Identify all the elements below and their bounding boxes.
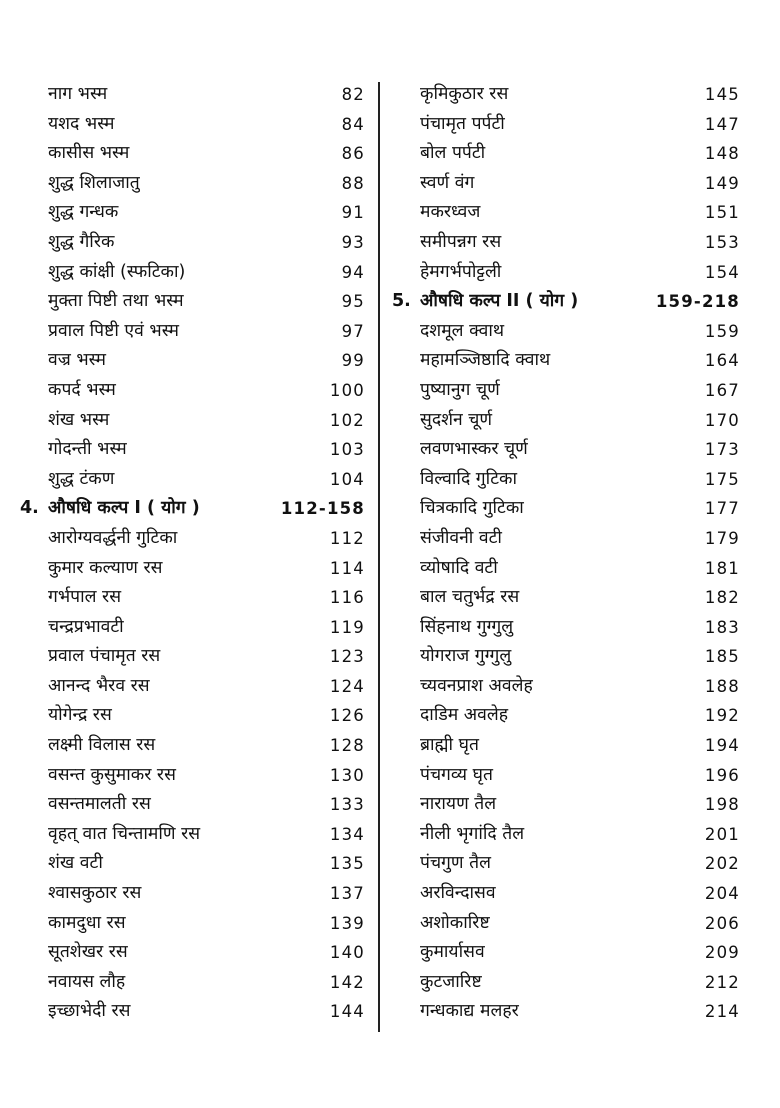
toc-entry [392,554,740,584]
toc-left-column [20,80,365,1027]
entry-page-number: 116 [329,588,365,608]
entry-title: कृमिकुठार रस [420,84,509,104]
entry-title: वसन्त कुसुमाकर रस [48,764,176,785]
toc-entry [20,909,365,939]
entry-page-number: 183 [704,617,740,637]
toc-entry [392,406,740,436]
entry-page-number: 95 [341,292,365,312]
entry-title: पंचगव्य घृत [420,764,493,785]
entry-title: शुद्ध गैरिक [48,231,115,252]
entry-page-number: 182 [704,588,740,608]
entry-page-number: 100 [329,380,365,400]
toc-entry [20,258,365,288]
toc-entry [392,790,740,820]
toc-entry [392,672,740,702]
entry-page-number: 126 [329,706,365,726]
entry-page-number: 114 [329,558,365,578]
entry-page-number: 204 [704,884,740,904]
toc-entry [392,169,740,199]
toc-entry [20,672,365,702]
toc-entry [20,139,365,169]
toc-entry [20,435,365,465]
toc-entry [392,701,740,731]
entry-page-number: 159 [704,321,740,341]
toc-entry [20,465,365,495]
toc-entry [392,110,740,140]
toc-entry [20,287,365,317]
entry-page-number: 135 [329,854,365,874]
entry-title: शुद्ध कांक्षी (स्फटिका) [48,261,186,282]
entry-page-number: 137 [329,884,365,904]
entry-page-number: 88 [341,173,365,193]
entry-page-number: 112 [329,528,365,548]
entry-page-number: 206 [704,913,740,933]
toc-entry [392,139,740,169]
toc-entry [20,406,365,436]
entry-page-number: 97 [341,321,365,341]
entry-title: हेमगर्भपोट्टली [420,261,502,282]
entry-title: समीपन्नग रस [420,231,502,252]
toc-entry [392,583,740,613]
entry-title: अशोकारिष्ट [420,912,490,933]
entry-title: आनन्द भैरव रस [48,675,150,696]
toc-entry [20,554,365,584]
entry-page-number: 170 [704,410,740,430]
entry-page-number: 104 [329,469,365,489]
toc-entry [392,494,740,524]
toc-entry [392,731,740,761]
toc-section-heading [392,287,740,317]
toc-entry [392,613,740,643]
toc-entry [392,346,740,376]
entry-title: कुमार कल्याण रस [48,557,163,578]
entry-title: दाडिम अवलेह [420,705,509,726]
toc-entry [20,642,365,672]
entry-title: चन्द्रप्रभावटी [48,616,124,637]
section-title: औषधि कल्प II ( योग ) [420,291,579,312]
entry-page-number: 164 [704,351,740,371]
toc-entry [20,879,365,909]
entry-title: गन्धकाद्य मलहर [420,1001,519,1022]
toc-right-column [392,80,740,1027]
section-page-range: 159-218 [655,292,740,312]
entry-title: वृहत् वात चिन्तामणि रस [48,823,201,844]
toc-section-heading [20,494,365,524]
entry-page-number: 142 [329,972,365,992]
entry-page-number: 133 [329,795,365,815]
entry-page-number: 214 [704,1002,740,1022]
entry-page-number: 119 [329,617,365,637]
entry-page-number: 185 [704,647,740,667]
toc-entry [20,198,365,228]
toc-entry [392,642,740,672]
entry-page-number: 82 [341,85,365,104]
toc-entry [20,80,365,110]
toc-entry [20,849,365,879]
entry-page-number: 93 [341,232,365,252]
entry-title: विल्वादि गुटिका [420,468,517,489]
entry-title: अरविन्दासव [420,883,496,904]
entry-title: आरोग्यवर्द्धनी गुटिका [48,527,178,548]
entry-title: नारायण तैल [420,794,497,815]
toc-entry [20,968,365,998]
entry-page-number: 177 [704,499,740,519]
entry-page-number: 179 [704,528,740,548]
entry-title: बाल चतुर्भद्र रस [420,587,520,608]
entry-title: वज्र भस्म [48,350,106,371]
entry-page-number: 194 [704,736,740,756]
toc-entry [392,938,740,968]
entry-page-number: 86 [341,144,365,164]
entry-title: दशमूल क्वाथ [420,320,505,341]
entry-page-number: 181 [704,558,740,578]
toc-entry [392,80,740,110]
toc-entry [392,849,740,879]
entry-page-number: 149 [704,173,740,193]
toc-entry [20,731,365,761]
column-divider [378,82,380,1032]
entry-page-number: 192 [704,706,740,726]
entry-page-number: 139 [329,913,365,933]
entry-title: कुमार्यासव [420,942,485,963]
entry-page-number: 103 [329,440,365,460]
entry-title: कामदुधा रस [48,912,126,933]
entry-title: व्योषादि वटी [420,557,498,578]
section-number: 4. [20,498,39,519]
entry-page-number: 167 [704,380,740,400]
toc-entry [392,198,740,228]
entry-page-number: 140 [329,943,365,963]
entry-title: लक्ष्मी विलास रस [48,735,156,756]
entry-page-number: 147 [704,114,740,134]
toc-entry [20,761,365,791]
toc-entry [20,820,365,850]
toc-entry [392,258,740,288]
toc-entry [392,317,740,347]
entry-title: शंख वटी [48,853,103,874]
entry-title: श्वासकुठार रस [48,883,142,904]
toc-entry [392,376,740,406]
entry-page-number: 201 [704,824,740,844]
entry-title: योगेन्द्र रस [48,705,112,726]
entry-page-number: 153 [704,232,740,252]
entry-page-number: 102 [329,410,365,430]
entry-title: लवणभास्कर चूर्ण [420,439,528,460]
toc-entry [20,701,365,731]
entry-title: नवायस लौह [48,971,126,992]
entry-page-number: 130 [329,765,365,785]
entry-page-number: 173 [704,440,740,460]
toc-entry [392,524,740,554]
toc-entry [392,465,740,495]
entry-title: चित्रकादि गुटिका [420,498,524,519]
toc-entry [20,228,365,258]
entry-title: गोदन्ती भस्म [48,439,127,460]
entry-page-number: 134 [329,824,365,844]
entry-title: सिंहनाथ गुग्गुलु [420,616,514,637]
entry-page-number: 148 [704,144,740,164]
entry-page-number: 123 [329,647,365,667]
entry-title: स्वर्ण वंग [420,172,475,193]
toc-entry [20,376,365,406]
entry-title: प्रवाल पिष्टी एवं भस्म [48,320,179,341]
toc-entry [20,524,365,554]
toc-entry [20,613,365,643]
toc-entry [20,169,365,199]
entry-title: कपर्द भस्म [48,379,116,400]
entry-page-number: 128 [329,736,365,756]
toc-entry [392,435,740,465]
entry-title: योगराज गुग्गुलु [420,646,512,667]
entry-page-number: 198 [704,795,740,815]
entry-title: कासीस भस्म [48,143,130,164]
toc-entry [392,968,740,998]
entry-title: कुटजारिष्ट [420,971,482,992]
entry-page-number: 175 [704,469,740,489]
entry-page-number: 124 [329,676,365,696]
toc-entry [392,820,740,850]
toc-entry [20,938,365,968]
entry-page-number: 154 [704,262,740,282]
entry-page-number: 99 [341,351,365,371]
toc-entry [392,997,740,1027]
toc-entry [20,317,365,347]
entry-page-number: 209 [704,943,740,963]
entry-title: शंख भस्म [48,409,110,430]
toc-entry [20,997,365,1027]
entry-title: नीली भृगांदि तैल [420,823,525,844]
toc-entry [20,110,365,140]
entry-page-number: 84 [341,114,365,134]
entry-page-number: 202 [704,854,740,874]
entry-title: शुद्ध टंकण [48,468,115,489]
toc-entry [392,879,740,909]
entry-title: सुदर्शन चूर्ण [420,409,493,430]
entry-page-number: 91 [341,203,365,223]
entry-title: सूतशेखर रस [48,942,128,963]
entry-title: संजीवनी वटी [420,527,502,548]
toc-entry [20,790,365,820]
entry-page-number: 188 [704,676,740,696]
entry-title: यशद भस्म [48,113,115,134]
entry-page-number: 212 [704,972,740,992]
entry-title: नाग भस्म [48,84,108,104]
entry-title: पंचामृत पर्पटी [420,113,505,134]
toc-entry [20,346,365,376]
entry-title: बोल पर्पटी [420,143,486,164]
entry-title: शुद्ध शिलाजातु [48,172,140,193]
entry-title: इच्छाभेदी रस [48,1001,131,1022]
entry-title: प्रवाल पंचामृत रस [48,646,161,667]
toc-entry [392,761,740,791]
section-page-range: 112-158 [280,499,365,519]
entry-title: पुष्यानुग चूर्ण [420,379,500,400]
section-number: 5. [392,291,411,312]
entry-title: मकरध्वज [420,202,481,223]
toc-entry [20,583,365,613]
entry-page-number: 196 [704,765,740,785]
entry-title: ब्राह्मी घृत [420,735,479,756]
entry-title: पंचगुण तैल [420,853,491,874]
entry-title: च्यवनप्राश अवलेह [420,675,533,696]
entry-page-number: 151 [704,203,740,223]
entry-page-number: 145 [704,85,740,104]
toc-entry [392,909,740,939]
toc-entry [392,228,740,258]
entry-title: गर्भपाल रस [48,587,122,608]
entry-title: महामञ्जिष्ठादि क्वाथ [420,350,551,371]
section-title: औषधि कल्प I ( योग ) [48,498,200,519]
entry-title: शुद्ध गन्धक [48,202,119,223]
entry-title: मुक्ता पिष्टी तथा भस्म [48,291,184,312]
entry-page-number: 94 [341,262,365,282]
entry-page-number: 144 [329,1002,365,1022]
entry-title: वसन्तमालती रस [48,794,151,815]
